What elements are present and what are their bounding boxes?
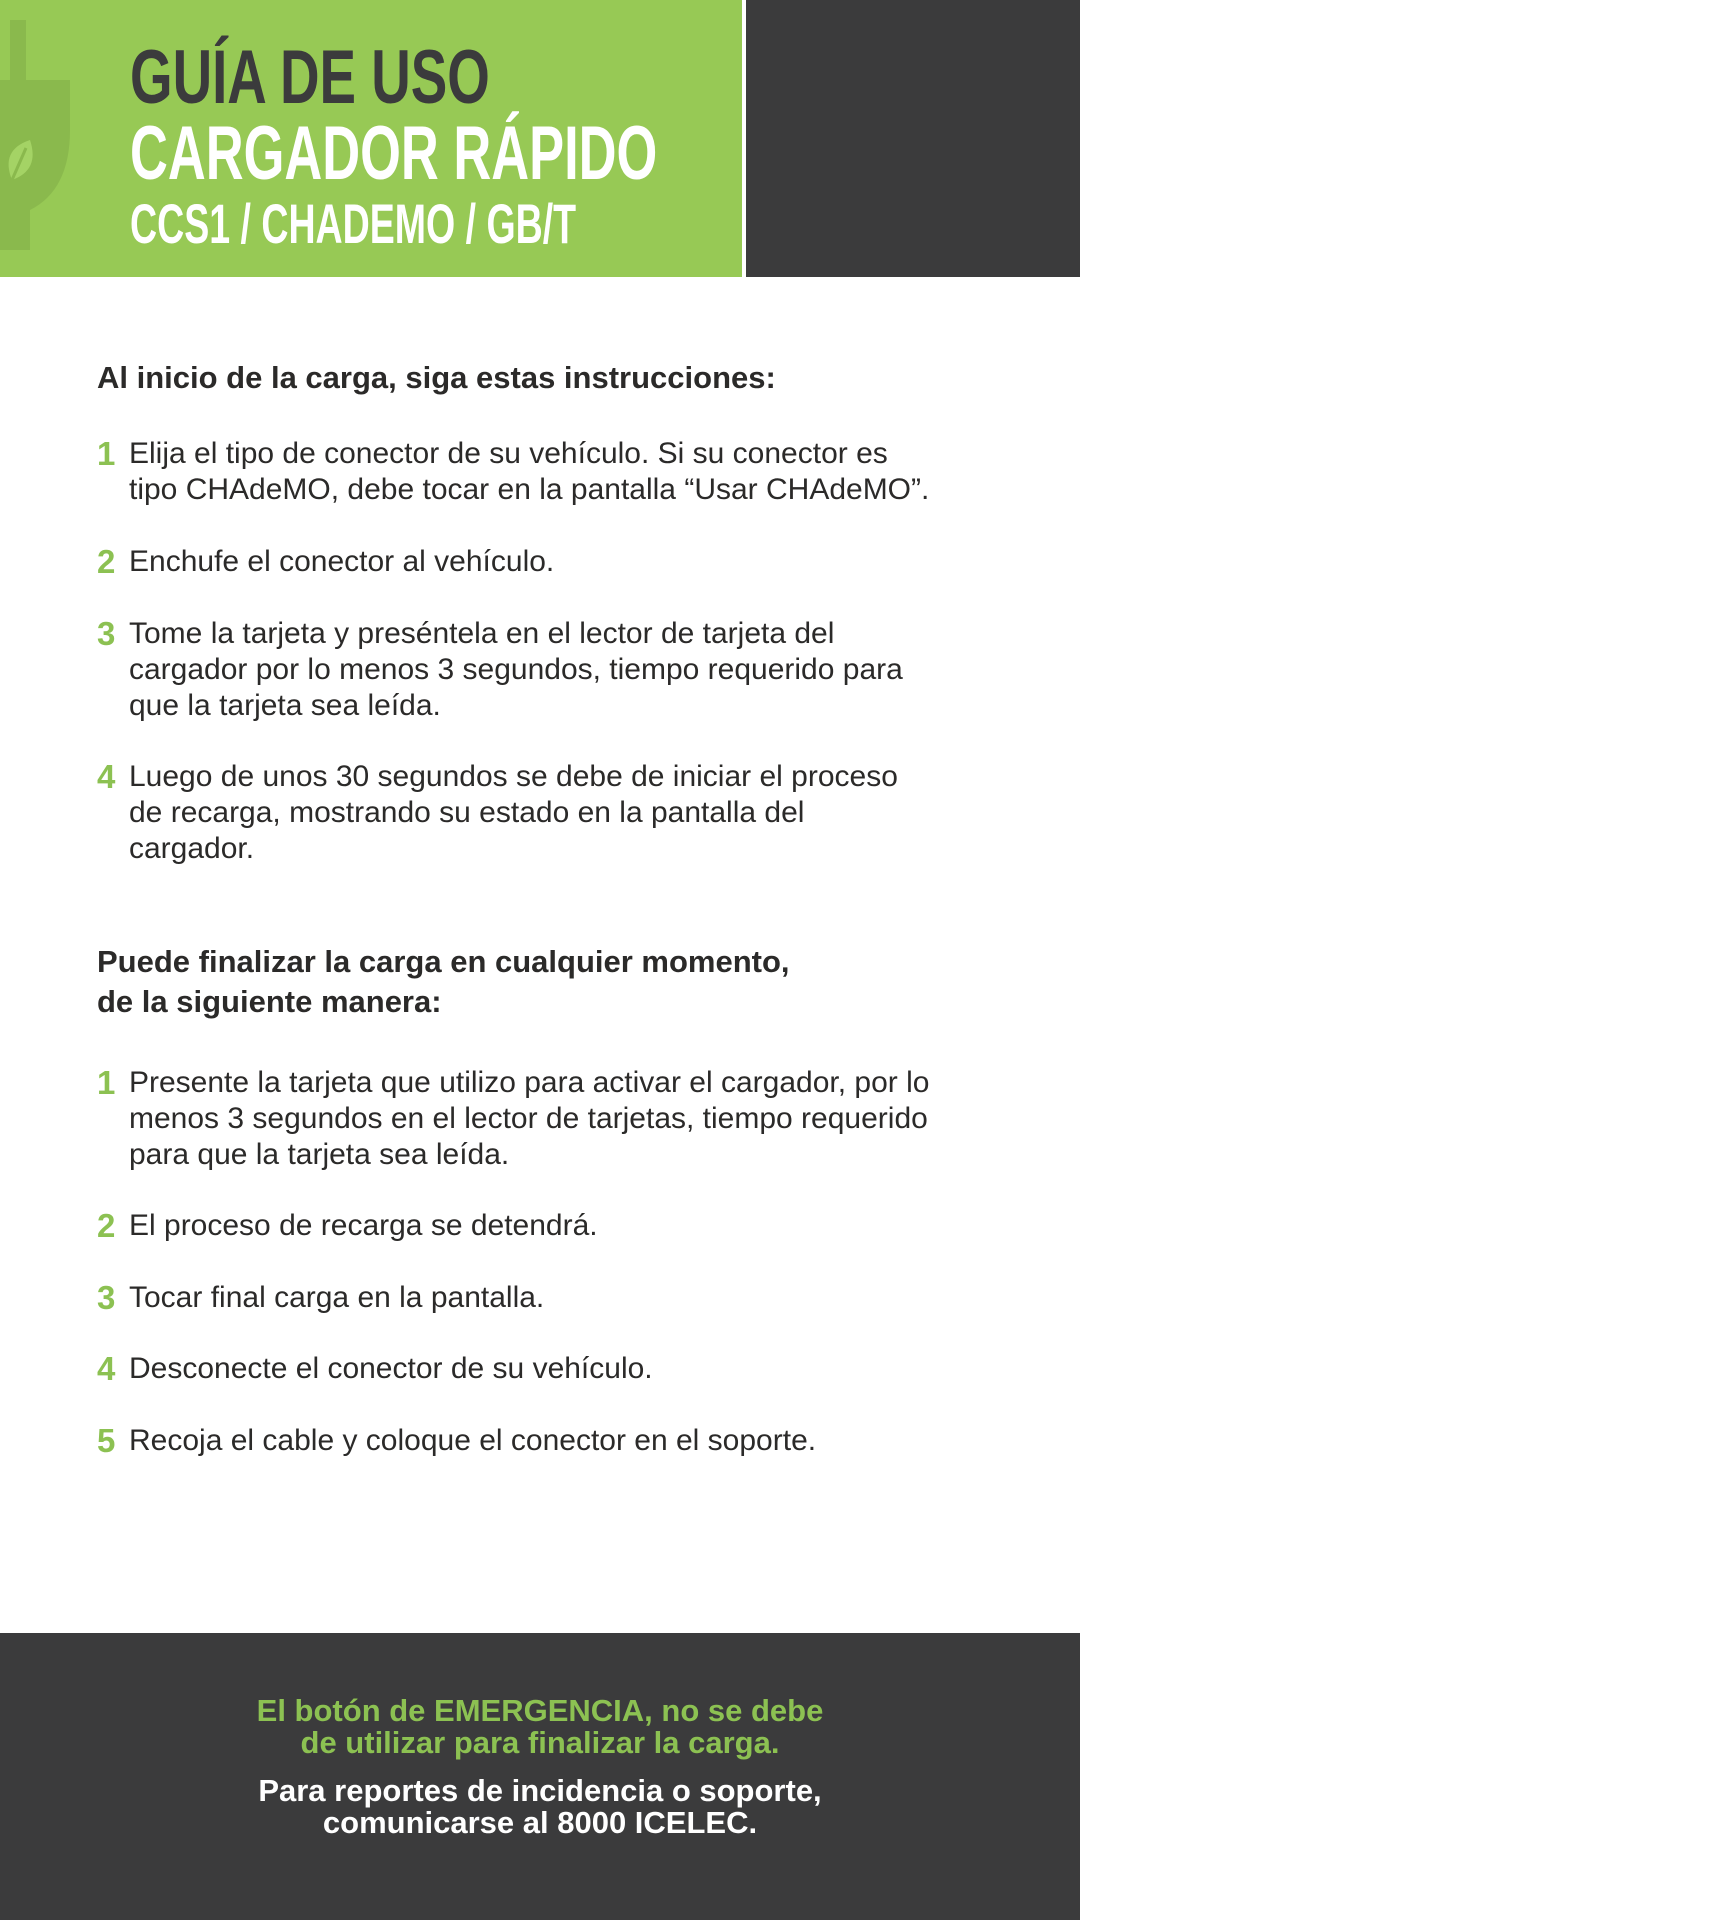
step-text: Desconecte el conector de su vehículo. bbox=[129, 1352, 653, 1385]
step-number: 2 bbox=[97, 1207, 116, 1244]
end-instructions-heading: Puede finalizar la carga en cualquier momento, de la siguiente manera: bbox=[97, 944, 790, 1019]
step-text: Presente la tarjeta que utilizo para activar el cargador, por lo menos 3 segundos en el lector de tarjetas, tiempo requerido para que la tarjeta sea leída. bbox=[129, 1066, 930, 1171]
step-number: 5 bbox=[97, 1422, 116, 1459]
step-number: 3 bbox=[97, 615, 116, 652]
step-number: 1 bbox=[97, 1064, 116, 1101]
step-number: 3 bbox=[97, 1279, 116, 1316]
step-text: Elija el tipo de conector de su vehículo. Si su conector es tipo CHAdeMO, debe tocar en la pantalla “Usar CHAdeMO”. bbox=[129, 437, 930, 506]
ice-logo bbox=[1601, 82, 1731, 192]
step-text: Recoja el cable y coloque el conector en el soporte. bbox=[129, 1424, 817, 1457]
step-number: 2 bbox=[97, 543, 116, 580]
step-text: Luego de unos 30 segundos se debe de iniciar el proceso de recarga, mostrando su estado en la pantalla del cargador. bbox=[129, 760, 898, 865]
emergency-warning: El botón de EMERGENCIA, no se debe de utilizar para finalizar la carga. bbox=[256, 1693, 824, 1760]
step-number: 4 bbox=[97, 758, 116, 795]
step-text: Tocar final carga en la pantalla. bbox=[129, 1281, 545, 1314]
step-number: 1 bbox=[97, 435, 116, 472]
title-guide: GUÍA DE USO bbox=[130, 35, 490, 120]
title-connector-types: CCS1 / CHADEMO / GB/T bbox=[130, 192, 577, 255]
title-fast-charger: CARGADOR RÁPIDO bbox=[130, 111, 658, 196]
step-number: 4 bbox=[97, 1350, 116, 1387]
step-text: Tome la tarjeta y preséntela en el lector de tarjeta del cargador por lo menos 3 segundos, tiempo requerido para que la tarjeta sea leída. bbox=[129, 617, 903, 722]
start-instructions-heading: Al inicio de la carga, siga estas instrucciones: bbox=[97, 360, 776, 395]
header-banner bbox=[0, 0, 1690, 277]
step-text: Enchufe el conector al vehículo. bbox=[129, 545, 555, 578]
step-text: El proceso de recarga se detendrá. bbox=[129, 1209, 598, 1242]
support-contact: Para reportes de incidencia o soporte, comunicarse al 8000 ICELEC. bbox=[258, 1773, 822, 1840]
footer-panel bbox=[0, 1633, 1080, 1920]
eco-plug-icon bbox=[0, 20, 90, 250]
header-logo-panel bbox=[746, 0, 1690, 277]
logo-text: ice bbox=[1613, 98, 1690, 165]
header-green-panel bbox=[0, 0, 742, 277]
